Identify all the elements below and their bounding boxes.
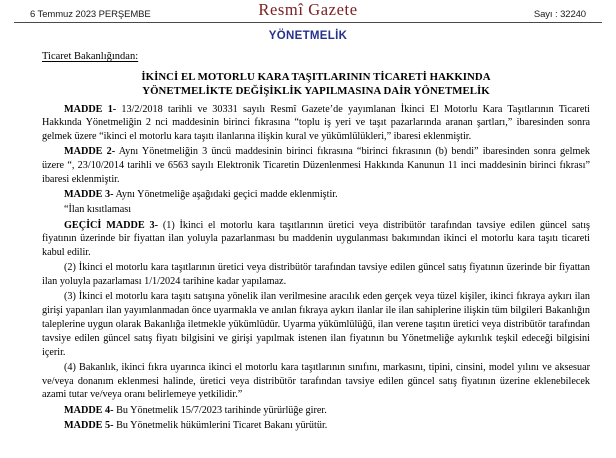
article-text: Aynı Yönetmeliğin 3 üncü maddesinin birinci fıkrasına “birinci fıkrasının (b) bendi” ibaresinden sonra gelmek üzere “, 23/10/2014 tarihli ve 6563 sayılı Elektronik Ticaretin Düzenlenmesi Hakkında Kanunun 11 inci maddesinin birinci fıkrası” ibaresi eklenmiştir. [42, 146, 591, 185]
article-paragraph [42, 404, 590, 418]
document-title [42, 70, 590, 99]
issuer-line-wrap [42, 42, 590, 64]
provisional-article-label: GEÇİCİ MADDE 3- [64, 219, 158, 231]
document-body [0, 42, 616, 433]
article-paragraph [42, 103, 590, 144]
masthead [0, 0, 616, 22]
document-title-line-1: İKİNCİ EL MOTORLU KARA TAŞITLARININ TİCARETİ HAKKINDA [141, 71, 491, 83]
masthead-title: Resmî Gazete [258, 0, 358, 19]
article-text: 13/2/2018 tarihli ve 30331 sayılı Resmî Gazete’de yayımlanan İkinci El Motorlu Kara Taşıtlarının Ticareti Hakkında Yönetmeliğin 2 nci maddesinin birinci fıkrasına “toplu iş yeri ve taşıt pazarlarında aranan şartları,” ibaresinden sonra gelmek üzere “ikinci el motorlu kara taşıtı ilanlarına ilişkin kural ve yükümlülükleri,” ibaresi eklenmiştir. [42, 103, 591, 143]
article-text: Bu Yönetmelik hükümlerini Ticaret Bakanı yürütür. [113, 419, 328, 431]
article-paragraph [42, 145, 590, 186]
article-label: MADDE 2- [64, 146, 116, 158]
article-label: MADDE 5- [64, 419, 114, 431]
issuer-line: Ticaret Bakanlığından: [42, 51, 139, 62]
provisional-article-text: (1) İkinci el motorlu kara taşıtlarının üretici veya distribütör tarafından tavsiye edilen güncel satış fiyatının üzerinde bir fiyattan ilan yoluyla pazarlanması bu maddenin uygulanması bakımından ikinci el motorlu kara taşıtı ticareti kabul edilir. [42, 219, 590, 259]
section-kind-heading: YÖNETMELİK [268, 30, 348, 42]
article-label: MADDE 1- [64, 103, 117, 115]
article-label: MADDE 4- [64, 404, 114, 416]
quoted-heading: “İlan kısıtlaması [64, 204, 132, 216]
provisional-article-paragraph [42, 219, 590, 260]
article-text: Aynı Yönetmeliğe aşağıdaki geçici madde eklenmiştir. [113, 189, 338, 201]
provisional-article-paragraph: (2) İkinci el motorlu kara taşıtlarının üretici veya distribütör tarafından tavsiye edilen güncel satış fiyatının üzerinde bir fiyattan ilan yoluyla pazarlaması 1/1/2024 tarihine kadar yapılamaz. [42, 262, 590, 288]
article-paragraph [42, 188, 590, 202]
masthead-issue-number: Sayı : 32240 [533, 8, 586, 20]
article-label: MADDE 3- [64, 189, 114, 201]
provisional-article-paragraph: (3) İkinci el motorlu kara taşıtı satışına yönelik ilan verilmesine aracılık eden gerçek veya tüzel kişiler, ikinci fıkraya aykırı ilan girişi yapanları ilan yayımlanmadan önce uyarmakla ve anılan fıkraya aykırı ilanlar ile ilan sahiplerine ilişkin tüm bilgileri Bakanlığın taleplerine uygun olarak Bakanlığa iletmekle yükümlüdür. Uyarma yükümlülüğü, ilan verene taşıtın üretici veya distribütör tarafından tavsiye edilen güncel satış fiyatı bilgisini ve girişi yapılmak istenen ilan fiyatının bu Yönetmeliğe aykırılık teşkil edeceği bilgisini içerir. [42, 291, 590, 358]
masthead-divider [14, 22, 602, 23]
article-text: Bu Yönetmelik 15/7/2023 tarihinde yürürlüğe girer. [113, 404, 327, 416]
provisional-article-paragraph: (4) Bakanlık, ikinci fıkra uyarınca ikinci el motorlu kara taşıtlarının sınıfını, markasını, tipini, cinsini, model yılını ve aksesuar ve/veya donanım eklenmesi halinde, üretici veya distribütör tarafından tavsiye edilen güncel satış fiyatının üzerine eklenebilecek azami tutar ve/veya oranı belirlemeye yetkilidir.” [42, 361, 590, 401]
masthead-date: 6 Temmuz 2023 PERŞEMBE [30, 8, 151, 20]
article-paragraph [42, 419, 590, 433]
document-title-line-2: YÖNETMELİKTE DEĞİŞİKLİK YAPILMASINA DAİR YÖNETMELİK [142, 85, 490, 98]
